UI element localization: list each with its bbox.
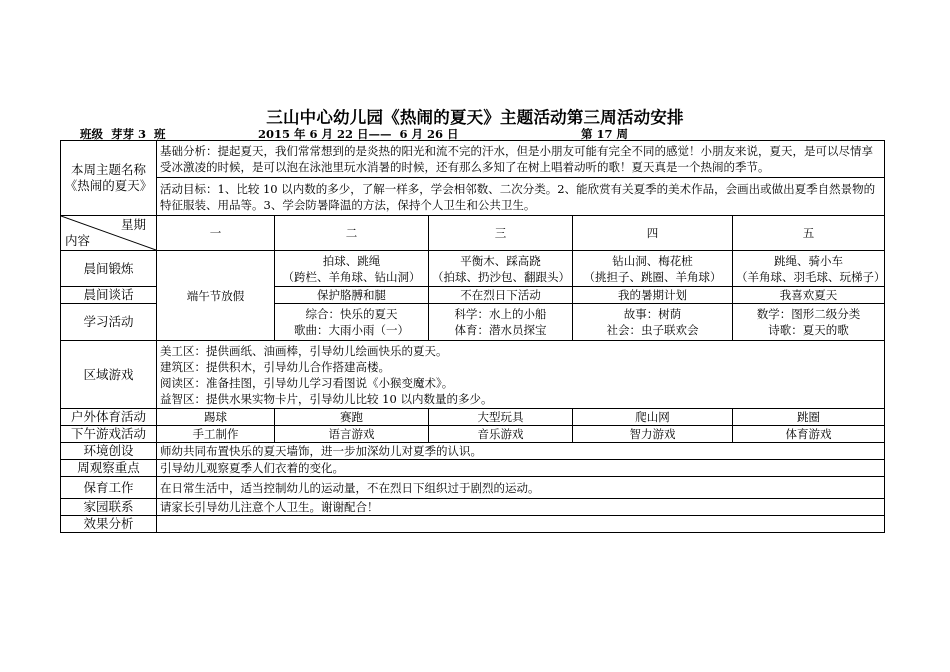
learning-line: 数学：图形二级分类 bbox=[756, 307, 861, 321]
learning-cell bbox=[573, 304, 733, 341]
pe-cell: 爬山网 bbox=[573, 409, 733, 426]
learning-line: 科学：水上的小船 bbox=[454, 307, 547, 321]
learning-cell bbox=[275, 304, 429, 341]
exercise-sub: （羊角球、羽毛球、玩梯子） bbox=[736, 269, 886, 284]
week-label: 星期 bbox=[120, 217, 146, 232]
pe-cell: 跳圈 bbox=[733, 409, 885, 426]
outdoor-pe-label: 户外体育活动 bbox=[61, 409, 157, 426]
pe-cell: 赛跑 bbox=[275, 409, 429, 426]
exercise-sub: （拍球、扔沙包、翻跟头） bbox=[432, 269, 570, 284]
family-text: 请家长引导幼儿注意个人卫生。谢谢配合！ bbox=[157, 499, 885, 516]
morning-talk-label: 晨间谈话 bbox=[61, 287, 157, 304]
date-range: 2015 年 6 月 22 日—— 6 月 26 日 bbox=[258, 127, 459, 141]
week-number: 第 17 周 bbox=[581, 127, 629, 141]
area-line: 美工区：提供画纸、油画棒，引导幼儿绘画快乐的夏天。 bbox=[160, 343, 448, 358]
exercise-cell bbox=[573, 251, 733, 287]
talk-cell: 保护胳膊和腿 bbox=[275, 287, 429, 304]
effect-text bbox=[157, 516, 885, 533]
afternoon-cell: 智力游戏 bbox=[573, 426, 733, 443]
family-label: 家园联系 bbox=[61, 499, 157, 516]
learning-line: 歌曲：大雨小雨（一） bbox=[294, 323, 409, 337]
day-header: 五 bbox=[733, 216, 885, 251]
observation-row bbox=[61, 460, 885, 477]
class-label: 班级 芽芽 3 班 bbox=[80, 127, 166, 141]
exercise-sub: （跨栏、羊角球、钻山洞） bbox=[282, 269, 421, 284]
care-label: 保育工作 bbox=[61, 477, 157, 499]
environment-row bbox=[61, 443, 885, 460]
environment-text: 师幼共同布置快乐的夏天墙饰，进一步加深幼儿对夏季的认识。 bbox=[157, 443, 885, 460]
exercise-main: 钻山洞、梅花桩 bbox=[612, 253, 693, 268]
content-label: 内容 bbox=[65, 233, 91, 248]
learning-line: 故事：树荫 bbox=[623, 307, 682, 321]
talk-cell: 我喜欢夏天 bbox=[733, 287, 885, 304]
care-text: 在日常生活中，适当控制幼儿的运动量，不在烈日下组织过于剧烈的运动。 bbox=[157, 477, 885, 499]
area-games-cell bbox=[157, 341, 885, 409]
pe-cell: 大型玩具 bbox=[429, 409, 573, 426]
day-header: 三 bbox=[429, 216, 573, 251]
family-row bbox=[61, 499, 885, 516]
observation-label: 周观察重点 bbox=[61, 460, 157, 477]
care-row bbox=[61, 477, 885, 499]
effect-label: 效果分析 bbox=[61, 516, 157, 533]
effect-row bbox=[61, 516, 885, 533]
day-header: 一 bbox=[157, 216, 275, 251]
area-games-row bbox=[61, 341, 885, 409]
outdoor-pe-row bbox=[61, 409, 885, 426]
topic-goals-row bbox=[61, 178, 885, 216]
afternoon-games-row bbox=[61, 426, 885, 443]
topic-label: 本周主题名称《热闹的夏天》 bbox=[61, 141, 157, 216]
talk-cell: 我的暑期计划 bbox=[573, 287, 733, 304]
learning-cell bbox=[733, 304, 885, 341]
schedule-table bbox=[60, 140, 885, 533]
afternoon-cell: 语言游戏 bbox=[275, 426, 429, 443]
holiday-cell: 端午节放假 bbox=[157, 251, 275, 341]
topic-analysis-row bbox=[61, 141, 885, 178]
observation-text: 引导幼儿观察夏季人们衣着的变化。 bbox=[157, 460, 885, 477]
topic-analysis: 基础分析：提起夏天，我们常常想到的是炎热的阳光和流不完的汗水，但是小朋友可能有完全不同的感觉！小朋友来说，夏天，是可以尽情享受冰激凌的时候，是可以泡在泳池里玩水消暑的时候，还有那么多知了在树上唱着动听的歌！夏天真是一个热闹的季节。 bbox=[157, 141, 885, 178]
learning-line: 社会：虫子联欢会 bbox=[606, 323, 699, 337]
learning-line: 体育：潜水员探宝 bbox=[454, 323, 547, 337]
afternoon-games-label: 下午游戏活动 bbox=[61, 426, 157, 443]
exercise-main: 跳绳、骑小车 bbox=[774, 253, 844, 268]
area-line: 益智区：提供水果实物卡片，引导幼儿比较 10 以内数量的多少。 bbox=[160, 391, 493, 406]
learning-line: 诗歌：夏天的歌 bbox=[768, 323, 849, 337]
week-content-header bbox=[61, 216, 157, 251]
exercise-main: 平衡木、踩高跷 bbox=[460, 253, 541, 268]
environment-label: 环境创设 bbox=[61, 443, 157, 460]
exercise-cell bbox=[733, 251, 885, 287]
day-header: 四 bbox=[573, 216, 733, 251]
area-line: 阅读区：准备挂图，引导幼儿学习看图说《小猴变魔术》。 bbox=[160, 375, 454, 390]
exercise-main: 拍球、跳绳 bbox=[322, 253, 381, 268]
pe-cell: 踢球 bbox=[157, 409, 275, 426]
learning-cell bbox=[429, 304, 573, 341]
topic-goals: 活动目标：1、比较 10 以内数的多少，了解一样多，学会相邻数、二次分类。2、能欣赏有关夏季的美术作品，会画出或做出夏季自然景物的特征服装、用品等。3、学会防暑降温的方法，保持个人卫生和公共卫生。 bbox=[157, 178, 885, 216]
exercise-cell bbox=[275, 251, 429, 287]
afternoon-cell: 体育游戏 bbox=[733, 426, 885, 443]
exercise-sub: （挑担子、跳圈、羊角球） bbox=[583, 269, 722, 284]
page-title: 三山中心幼儿园《热闹的夏天》主题活动第三周活动安排 bbox=[266, 108, 684, 127]
exercise-cell bbox=[429, 251, 573, 287]
talk-cell: 不在烈日下活动 bbox=[429, 287, 573, 304]
learning-label: 学习活动 bbox=[61, 304, 157, 341]
afternoon-cell: 手工制作 bbox=[157, 426, 275, 443]
learning-line: 综合：快乐的夏天 bbox=[305, 307, 398, 321]
morning-exercise-row bbox=[61, 251, 885, 287]
area-games-label: 区域游戏 bbox=[61, 341, 157, 409]
morning-exercise-label: 晨间锻炼 bbox=[61, 251, 157, 287]
day-header: 二 bbox=[275, 216, 429, 251]
area-line: 建筑区：提供积木，引导幼儿合作搭建高楼。 bbox=[160, 359, 390, 374]
day-header-row bbox=[61, 216, 885, 251]
afternoon-cell: 音乐游戏 bbox=[429, 426, 573, 443]
